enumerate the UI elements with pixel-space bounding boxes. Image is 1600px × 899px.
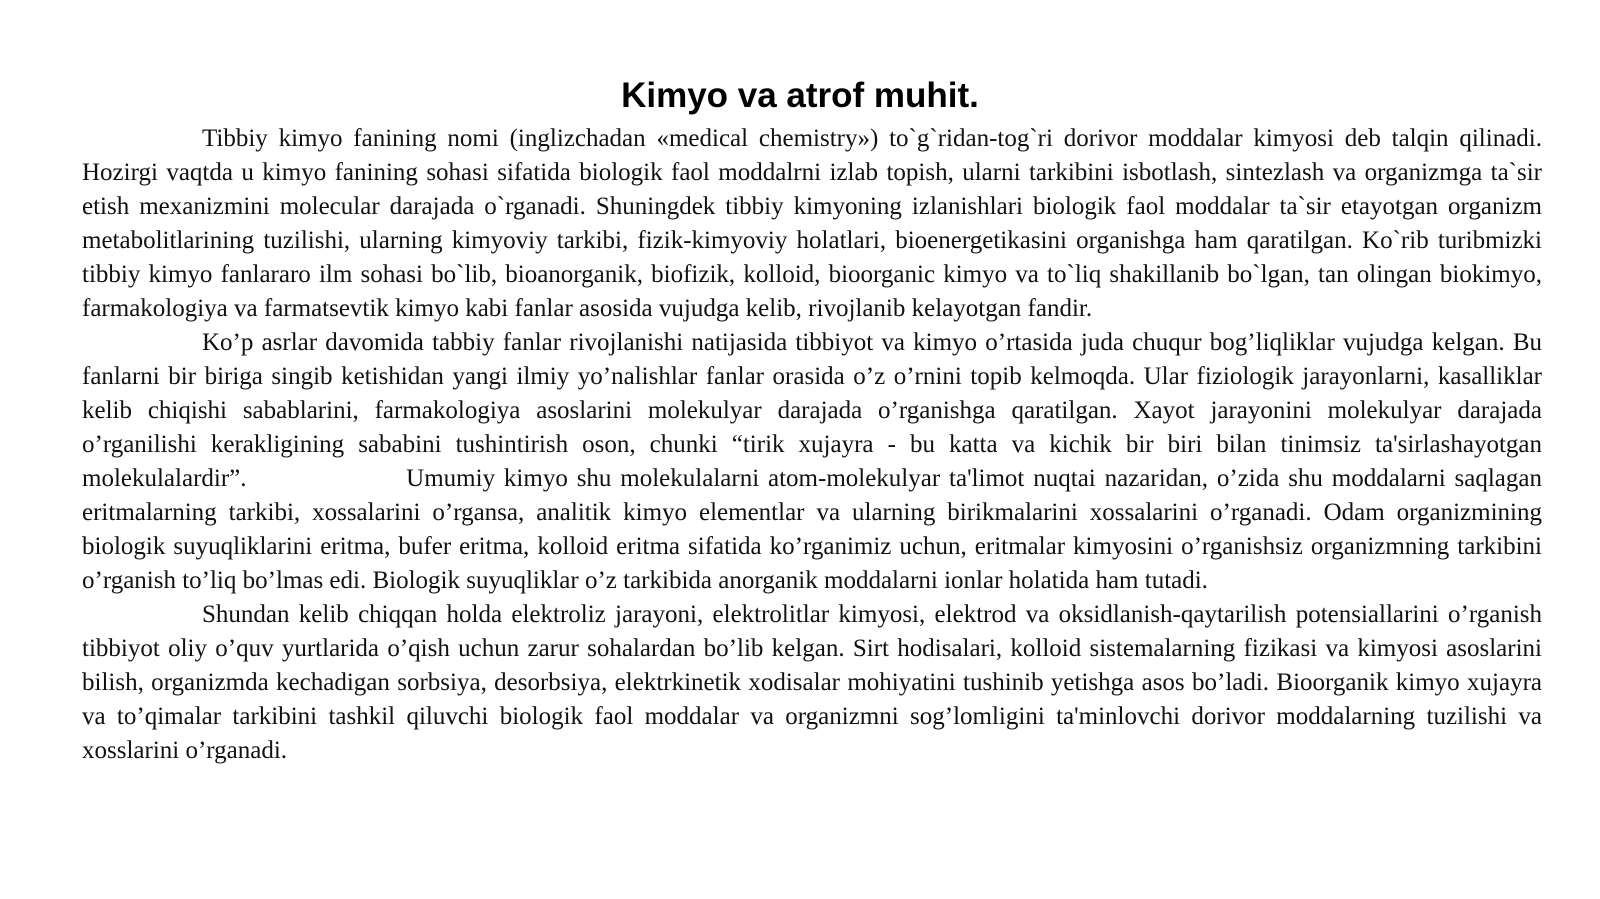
paragraph-2 <box>82 326 1542 598</box>
paragraph-4: Shundan kelib chiqqan holda elektroliz jarayoni, elektrolitlar kimyosi, elektrod va oksidlanish-qaytarilish potensiallarini o’rganish tibbiyot oliy o’quv yurtlarida o’qish uchun zarur sohalardan bo’lib kelgan. Sirt hodisalari, kolloid sistemalarning fizikasi va kimyosi asoslarini bilish, organizmda kechadigan sorbsiya, desorbsiya, elektrkinetik xodisalar mohiyatini tushinib yetishga asos bo’ladi. Bioorganik kimyo xujayra va to’qimalar tarkibini tashkil qiluvchi biologik faol moddalar va organizmni sog’lomligini ta'minlovchi dorivor moddalarning tuzilishi va xosslarini o’rganadi. <box>82 601 1542 764</box>
paragraph-2-text: Ko’p asrlar davomida tabbiy fanlar rivojlanishi natijasida tibbiyot va kimyo o’rtasida juda chuqur bog’liqliklar vujudga kelgan. Bu fanlarni bir biriga singib ketishidan yangi ilmiy yo’nalishlar fanlar orasida o’z o’rnini topib kelmoqda. Ular fiziologik jarayonlarni, kasalliklar kelib chiqishi sabablarini, farmakologiya asoslarini molekulyar darajada o’rganishga qaratilgan. Xayot jarayonini molekulyar darajada o’rganilishi kerakligining sababini tushintirish oson, chunki “tirik xujayra - bu katta va kichik bir biri bilan tinimsiz ta'sirlashayotgan molekulalardir”. <box>82 329 1542 492</box>
paragraph-3-text: Umumiy kimyo shu molekulalarni atom-molekulyar ta'limot nuqtai nazaridan, o’zida shu moddalarni saqlagan eritmalarning tarkibi, xossalarini o’rgansa, analitik kimyo elementlar va ularning birikmalarini xossalarini o’rganadi. Odam organizmining biologik suyuqliklarini eritma, bufer eritma, kolloid eritma sifatida ko’rganimiz uchun, eritmalar kimyosini o’rganishsiz organizmning tarkibini o’rganish to’liq bo’lmas edi. Biologik suyuqliklar o’z tarkibida anorganik moddalarni ionlar holatida ham tutadi. <box>82 465 1542 594</box>
document-body <box>82 122 1542 768</box>
paragraph-1: Tibbiy kimyo fanining nomi (inglizchadan «medical chemistry») to`g`ridan-tog`ri dorivor moddalar kimyosi deb talqin qilinadi. Hozirgi vaqtda u kimyo fanining sohasi sifatida biologik faol moddalrni izlab topish, ularni tarkibini isbotlash, sintezlash va organizmga ta`sir etish mexanizmini molecular darajada o`rganadi. Shuningdek tibbiy kimyoning izlanishlari biologik faol moddalar ta`sir etayotgan organizm metabolitlarining tuzilishi, ularning kimyoviy tarkibi, fizik-kimyoviy holatlari, bioenergetikasini organishga ham qaratilgan. Ko`rib turibmizki tibbiy kimyo fanlararo ilm sohasi bo`lib, bioanorganik, biofizik, kolloid, bioorganic kimyo va to`liq shakillanib bo`lgan, tan olingan biokimyo, farmakologiya va farmatsevtik kimyo kabi fanlar asosida vujudga kelib, rivojlanib kelayotgan fandir. <box>82 125 1542 322</box>
document-title: Kimyo va atrof muhit. <box>621 76 979 115</box>
